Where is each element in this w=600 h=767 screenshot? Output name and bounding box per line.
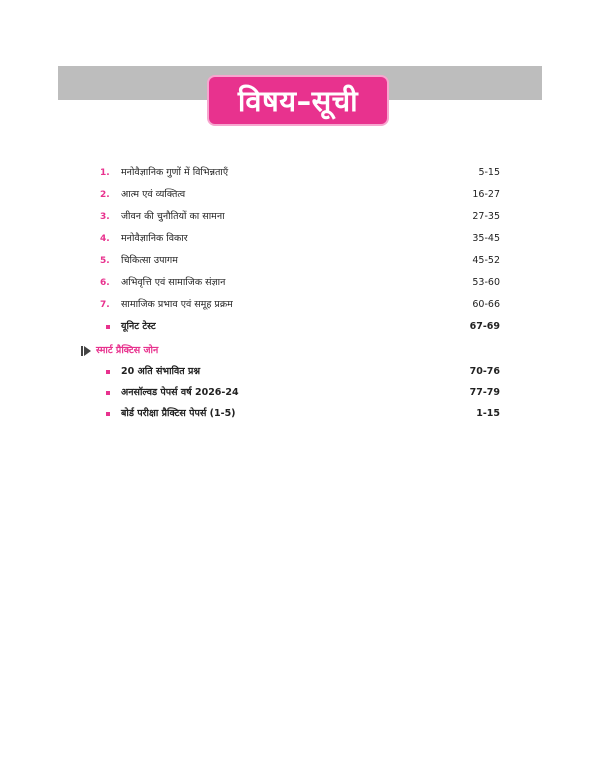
chapter-title: सामाजिक प्रभाव एवं समूह प्रक्रम bbox=[121, 299, 233, 310]
bullet-icon bbox=[106, 370, 110, 374]
toc-row-2[interactable] bbox=[100, 185, 500, 205]
toc-row-7[interactable] bbox=[100, 295, 500, 315]
unit-test-pages: 67-69 bbox=[469, 321, 500, 332]
chapter-number: 3. bbox=[100, 212, 110, 222]
chapter-pages: 35-45 bbox=[472, 233, 500, 244]
practice-item-title: अनसॉल्वड पेपर्स वर्ष 2026-24 bbox=[121, 387, 239, 398]
chapter-number: 4. bbox=[100, 234, 110, 244]
bullet-icon bbox=[106, 325, 110, 329]
chapter-title: मनोवैज्ञानिक विकार bbox=[121, 233, 188, 244]
chapter-number: 1. bbox=[100, 168, 110, 178]
chapter-number: 5. bbox=[100, 256, 110, 266]
practice-row-2[interactable] bbox=[100, 383, 500, 403]
chapter-number: 2. bbox=[100, 190, 110, 200]
chapter-pages: 53-60 bbox=[472, 277, 500, 288]
page-title: विषय–सूची bbox=[237, 84, 359, 118]
chapter-pages: 60-66 bbox=[472, 299, 500, 310]
toc-row-4[interactable] bbox=[100, 229, 500, 249]
bullet-icon bbox=[106, 391, 110, 395]
toc-row-5[interactable] bbox=[100, 251, 500, 271]
toc-row-6[interactable] bbox=[100, 273, 500, 293]
chapter-pages: 5-15 bbox=[478, 167, 500, 178]
practice-item-title: बोर्ड परीक्षा प्रैक्टिस पेपर्स (1-5) bbox=[121, 408, 236, 419]
chapter-title: आत्म एवं व्यक्तित्व bbox=[121, 189, 186, 200]
arrow-bar-icon bbox=[81, 346, 83, 356]
chapter-number: 6. bbox=[100, 278, 110, 288]
toc-row-unit-test[interactable] bbox=[100, 317, 500, 337]
chapter-title: अभिवृत्ति एवं सामाजिक संज्ञान bbox=[121, 277, 226, 288]
chapter-number: 7. bbox=[100, 300, 110, 310]
chapter-title: जीवन की चुनौतियों का सामना bbox=[121, 211, 225, 222]
unit-test-title: यूनिट टेस्ट bbox=[121, 321, 156, 332]
practice-row-1[interactable] bbox=[100, 362, 500, 382]
practice-row-3[interactable] bbox=[100, 404, 500, 424]
chapter-pages: 16-27 bbox=[472, 189, 500, 200]
practice-zone-title: स्मार्ट प्रैक्टिस जोन bbox=[96, 345, 159, 356]
chapter-pages: 27-35 bbox=[472, 211, 500, 222]
practice-item-pages: 1-15 bbox=[476, 408, 500, 419]
practice-item-pages: 77-79 bbox=[469, 387, 500, 398]
arrow-right-icon bbox=[84, 346, 91, 356]
practice-item-title: 20 अति संभावित प्रश्न bbox=[121, 366, 201, 377]
toc-row-1[interactable] bbox=[100, 163, 500, 183]
chapter-title: मनोवैज्ञानिक गुणों में विभिन्नताएँ bbox=[121, 167, 229, 178]
title-box bbox=[209, 77, 387, 124]
chapter-title: चिकित्सा उपागम bbox=[121, 255, 178, 266]
toc-row-3[interactable] bbox=[100, 207, 500, 227]
bullet-icon bbox=[106, 412, 110, 416]
practice-item-pages: 70-76 bbox=[469, 366, 500, 377]
chapter-pages: 45-52 bbox=[472, 255, 500, 266]
